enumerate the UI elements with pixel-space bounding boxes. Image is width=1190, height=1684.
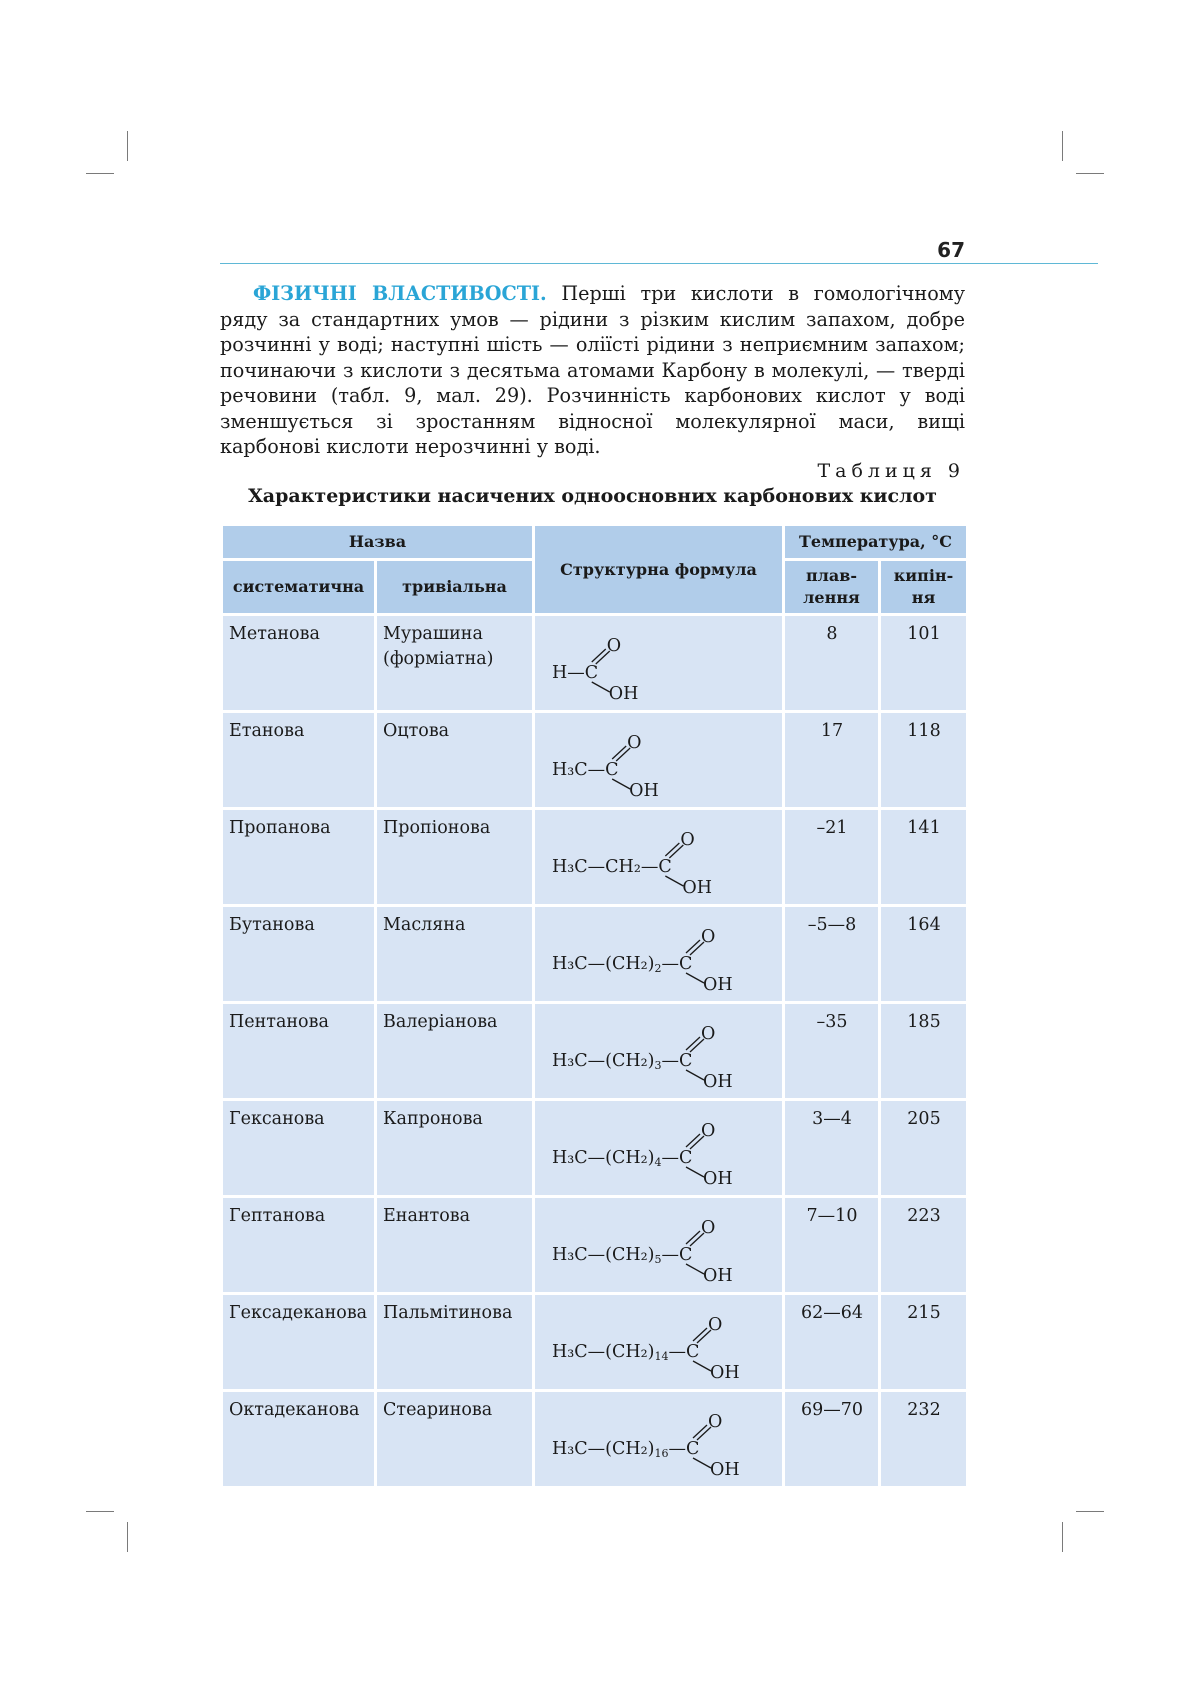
hydroxyl-group: OH	[703, 1266, 733, 1286]
formula-chain: H₃C—CH₂—	[552, 857, 659, 877]
trivial-name: Масляна	[376, 906, 534, 1003]
carbon-atom: C	[605, 760, 619, 780]
header-melting: плав-лення	[784, 560, 880, 615]
bond-line	[665, 843, 679, 856]
formula-prefix	[552, 857, 658, 877]
table-row	[222, 1391, 968, 1488]
trivial-name: Стеаринова	[376, 1391, 534, 1488]
trivial-name: Пропіонова	[376, 809, 534, 906]
carbon-atom: C	[679, 1148, 693, 1168]
carbon-atom: C	[686, 1439, 700, 1459]
bond-line	[686, 1167, 704, 1177]
systematic-name: Метанова	[222, 615, 376, 712]
formula-chain: H₃C—(CH₂)	[552, 1051, 655, 1071]
table-title: Характеристики насичених одноосновних карбонових кислот	[248, 485, 937, 507]
formula-subscript: 14	[654, 1350, 669, 1363]
crop-mark	[127, 131, 128, 161]
systematic-name: Гексанова	[222, 1100, 376, 1197]
formula-box	[541, 1301, 777, 1385]
carbon-atom: C	[679, 1245, 693, 1265]
table-row	[222, 712, 968, 809]
bond-line	[686, 1264, 704, 1274]
header-name: Назва	[222, 525, 534, 560]
header-temperature: Температура, °С	[784, 525, 968, 560]
melting-point: 7—10	[784, 1197, 880, 1294]
formula-prefix	[552, 663, 585, 683]
oxygen-atom: O	[627, 733, 642, 753]
crop-mark	[127, 1522, 128, 1552]
formula-prefix: $H_3C—(CH_2)_2—$	[552, 954, 679, 975]
boiling-point: 232	[880, 1391, 968, 1488]
melting-point: 69—70	[784, 1391, 880, 1488]
structural-formula	[534, 1100, 784, 1197]
table-body	[222, 615, 968, 1488]
oxygen-atom: O	[701, 1218, 716, 1238]
formula-box	[541, 816, 777, 900]
header-systematic: систематична	[222, 560, 376, 615]
systematic-name: Октадеканова	[222, 1391, 376, 1488]
carbon-atom: C	[679, 954, 693, 974]
formula-subscript: 16	[654, 1447, 669, 1460]
formula-prefix: $H_3C—(CH_2)_4—$	[552, 1148, 679, 1169]
table-caption: Таблиця 9	[817, 460, 965, 482]
formula-box	[541, 913, 777, 997]
crop-mark	[86, 173, 114, 174]
bond-line	[686, 1231, 700, 1244]
formula-subscript: 3	[654, 1059, 662, 1072]
hydroxyl-group: OH	[608, 684, 639, 704]
formula-chain: H₃C—(CH₂)	[552, 954, 655, 974]
formula-prefix	[552, 760, 605, 780]
crop-mark	[86, 1511, 114, 1512]
formula-box	[541, 1107, 777, 1191]
hydroxyl-group: OH	[703, 1169, 733, 1189]
formula-box	[541, 719, 777, 803]
trivial-name: Мурашина (форміатна)	[376, 615, 534, 712]
oxygen-atom: O	[680, 830, 695, 850]
systematic-name: Гексадеканова	[222, 1294, 376, 1391]
header-trivial: тривіальна	[376, 560, 534, 615]
table-row	[222, 1197, 968, 1294]
bond-line	[686, 1070, 704, 1080]
table-row	[222, 809, 968, 906]
bond-line	[592, 682, 610, 692]
structural-formula	[534, 615, 784, 712]
melting-point: 17	[784, 712, 880, 809]
formula-prefix: $H_3C—(CH_2)_3—$	[552, 1051, 679, 1072]
bond-line	[693, 1425, 707, 1438]
boiling-point: 215	[880, 1294, 968, 1391]
boiling-point: 205	[880, 1100, 968, 1197]
formula-chain: H₃C—	[552, 760, 606, 780]
boiling-point: 118	[880, 712, 968, 809]
formula-box	[541, 1398, 777, 1482]
crop-mark	[1062, 131, 1063, 161]
crop-mark	[1076, 173, 1104, 174]
oxygen-atom: O	[701, 1121, 716, 1141]
systematic-name: Пентанова	[222, 1003, 376, 1100]
boiling-point: 164	[880, 906, 968, 1003]
trivial-name: Енантова	[376, 1197, 534, 1294]
boiling-point: 101	[880, 615, 968, 712]
crop-mark	[1076, 1511, 1104, 1512]
table-row	[222, 1003, 968, 1100]
bond-line	[592, 649, 606, 662]
formula-prefix: $H_3C—(CH_2)_{16}—$	[552, 1439, 686, 1460]
body-paragraph	[220, 281, 965, 460]
bond-line	[693, 1328, 707, 1341]
carbon-atom: C	[679, 1051, 693, 1071]
oxygen-atom: O	[708, 1315, 723, 1335]
formula-box	[541, 622, 777, 706]
bond-line	[665, 876, 683, 886]
bond-line	[693, 1361, 711, 1371]
trivial-name: Оцтова	[376, 712, 534, 809]
melting-point: 62—64	[784, 1294, 880, 1391]
hydroxyl-group: OH	[703, 1072, 733, 1092]
melting-point: 8	[784, 615, 880, 712]
structural-formula	[534, 906, 784, 1003]
formula-box	[541, 1204, 777, 1288]
formula-chain: H₃C—(CH₂)	[552, 1439, 655, 1459]
boiling-point: 185	[880, 1003, 968, 1100]
oxygen-atom: O	[708, 1412, 723, 1432]
table-row	[222, 906, 968, 1003]
boiling-point: 223	[880, 1197, 968, 1294]
paragraph-text: Перші три кислоти в гомологічному ряду за стандартних умов — рідини з різким кислим запахом, добре розчинні у воді; наступні шість — оліїсті рідини з неприємним запахом; починаючи з кислоти з десятьма атомами Карбону в молекулі, — тверді речовини (табл. 9, мал. 29). Розчинність карбонових кислот у воді зменшується зі зростанням відносної молекулярної маси, вищі карбонові кислоти нерозчинні у воді.	[220, 282, 965, 458]
header-boiling: кипін-ня	[880, 560, 968, 615]
structural-formula	[534, 1003, 784, 1100]
formula-subscript: 2	[654, 962, 662, 975]
table-row	[222, 615, 968, 712]
bond-line	[693, 1458, 711, 1468]
structural-formula	[534, 712, 784, 809]
melting-point: –21	[784, 809, 880, 906]
section-lead: ФІЗИЧНІ ВЛАСТИВОСТІ.	[253, 282, 547, 305]
hydroxyl-group: OH	[710, 1460, 740, 1480]
header-formula: Структурна формула	[534, 525, 784, 615]
trivial-name: Капронова	[376, 1100, 534, 1197]
hydroxyl-group: OH	[682, 878, 712, 898]
boiling-point: 141	[880, 809, 968, 906]
bond-line	[686, 973, 704, 983]
carbon-atom: C	[584, 663, 599, 683]
formula-chain: H—	[552, 663, 585, 683]
melting-point: 3—4	[784, 1100, 880, 1197]
bond-line	[612, 779, 630, 789]
trivial-name: Валеріанова	[376, 1003, 534, 1100]
hydroxyl-group: OH	[710, 1363, 740, 1383]
header-rule	[220, 263, 1098, 264]
bond-line	[686, 1037, 700, 1050]
carbon-atom: C	[658, 857, 672, 877]
table-row	[222, 1100, 968, 1197]
oxygen-atom: O	[606, 636, 622, 656]
oxygen-atom: O	[701, 1024, 716, 1044]
formula-chain: H₃C—(CH₂)	[552, 1342, 655, 1362]
carbon-atom: C	[686, 1342, 700, 1362]
formula-prefix: $H_3C—(CH_2)_5—$	[552, 1245, 679, 1266]
page-number: 67	[937, 238, 965, 262]
formula-subscript: 4	[654, 1156, 662, 1169]
trivial-name: Пальмітинова	[376, 1294, 534, 1391]
hydroxyl-group: OH	[703, 975, 733, 995]
table-row	[222, 1294, 968, 1391]
melting-point: –5—8	[784, 906, 880, 1003]
structural-formula	[534, 1294, 784, 1391]
formula-chain: H₃C—(CH₂)	[552, 1148, 655, 1168]
formula-box	[541, 1010, 777, 1094]
systematic-name: Бутанова	[222, 906, 376, 1003]
crop-mark	[1062, 1522, 1063, 1552]
formula-prefix: $H_3C—(CH_2)_{14}—$	[552, 1342, 686, 1363]
hydroxyl-group: OH	[629, 781, 659, 801]
bond-line	[686, 1134, 700, 1147]
structural-formula	[534, 1197, 784, 1294]
melting-point: –35	[784, 1003, 880, 1100]
bond-line	[686, 940, 700, 953]
structural-formula	[534, 1391, 784, 1488]
formula-subscript: 5	[654, 1253, 662, 1266]
systematic-name: Пропанова	[222, 809, 376, 906]
oxygen-atom: O	[701, 927, 716, 947]
structural-formula	[534, 809, 784, 906]
formula-chain: H₃C—(CH₂)	[552, 1245, 655, 1265]
systematic-name: Гептанова	[222, 1197, 376, 1294]
systematic-name: Етанова	[222, 712, 376, 809]
bond-line	[612, 746, 626, 759]
acids-table	[220, 523, 969, 1489]
